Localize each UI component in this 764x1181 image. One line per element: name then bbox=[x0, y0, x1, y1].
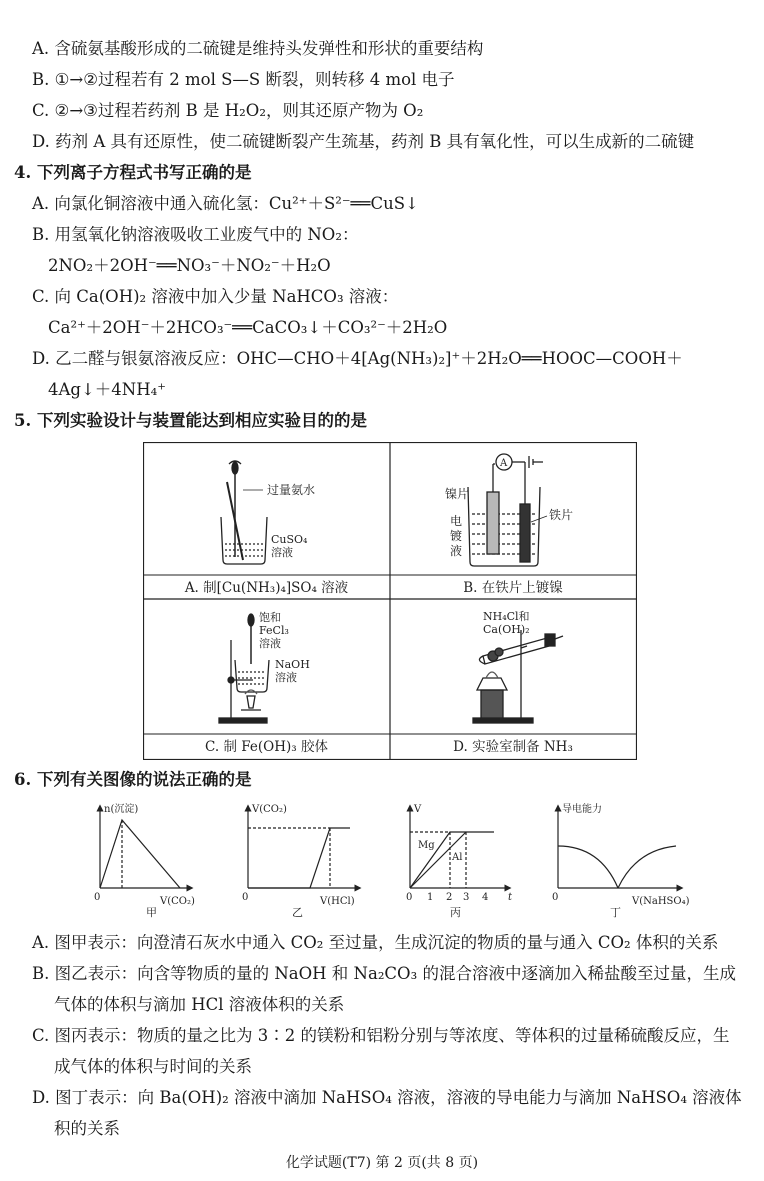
q6-option-c-continuation: 成气体的体积与时间的关系 bbox=[54, 1057, 252, 1076]
label-solution-c2: 溶液 bbox=[275, 671, 297, 684]
graph-jia-name: 甲 bbox=[146, 906, 157, 919]
label-naoh: NaOH bbox=[275, 658, 310, 671]
q3-option-d: D. 药剂 A 具有还原性，使二硫键断裂产生巯基，药剂 B 具有氧化性，可以生成新的二硫键 bbox=[32, 132, 695, 151]
graph-jia-xlabel: V(CO₂) bbox=[160, 896, 195, 907]
graph-bing-ylabel: V bbox=[414, 804, 422, 815]
graph-bing-t2: 2 bbox=[446, 892, 453, 903]
graph-ding-xlabel: V(NaHSO₄) bbox=[632, 896, 690, 907]
label-plating-2: 镀 bbox=[450, 529, 463, 543]
page-footer: 化学试题(T7) 第 2 页(共 8 页) bbox=[285, 1155, 479, 1171]
q3-option-b: B. ①→②过程若有 2 mol S—S 断裂，则转移 4 mol 电子 bbox=[32, 70, 455, 89]
graph-yi-ylabel: V(CO₂) bbox=[252, 804, 287, 815]
label-cuso4: CuSO₄ bbox=[271, 533, 308, 546]
graph-jia bbox=[100, 808, 190, 888]
label-excess-ammonia: 过量氨水 bbox=[267, 483, 316, 497]
q6-option-a: A. 图甲表示：向澄清石灰水中通入 CO₂ 至过量，生成沉淀的物质的量与通入 CO₂ 体积的关系 bbox=[32, 933, 719, 952]
graph-ding bbox=[558, 808, 680, 888]
q4-stem: 4. 下列离子方程式书写正确的是 bbox=[14, 163, 252, 182]
q4-option-a: A. 向氯化铜溶液中通入硫化氢：Cu²⁺＋S²⁻══CuS↓ bbox=[32, 194, 419, 213]
graph-bing-t0: 0 bbox=[406, 892, 413, 903]
apparatus-b-electroplating bbox=[468, 454, 543, 566]
label-solution-c1: 溶液 bbox=[259, 637, 281, 650]
graph-bing-al: Al bbox=[452, 852, 463, 863]
label-caoh2: Ca(OH)₂ bbox=[483, 623, 530, 636]
caption-d: D. 实验室制备 NH₃ bbox=[453, 739, 573, 755]
graph-bing-t1: 1 bbox=[427, 892, 434, 903]
q3-option-c: C. ②→③过程若药剂 B 是 H₂O₂，则其还原产物为 O₂ bbox=[32, 101, 424, 120]
graph-jia-origin: 0 bbox=[94, 892, 101, 903]
q4-option-c: C. 向 Ca(OH)₂ 溶液中加入少量 NaHCO₃ 溶液： bbox=[32, 287, 399, 306]
graph-yi-origin: 0 bbox=[242, 892, 249, 903]
q6-option-d-continuation: 积的关系 bbox=[54, 1119, 120, 1138]
ammeter-label: A bbox=[500, 458, 508, 469]
apparatus-a-beaker bbox=[221, 461, 267, 564]
q5-stem: 5. 下列实验设计与装置能达到相应实验目的的是 bbox=[14, 411, 367, 430]
graph-jia-ylabel: n(沉淀) bbox=[104, 804, 139, 815]
apparatus-d-ammonia bbox=[473, 630, 563, 723]
q3-option-a: A. 含硫氨基酸形成的二硫键是维持头发弹性和形状的重要结构 bbox=[32, 39, 484, 58]
graph-ding-ylabel: 导电能力 bbox=[562, 804, 602, 815]
caption-a: A. 制[Cu(NH₃)₄]SO₄ 溶液 bbox=[184, 580, 349, 596]
label-plating-3: 液 bbox=[450, 544, 463, 558]
graph-bing-name: 丙 bbox=[450, 906, 461, 919]
q5-apparatus-table bbox=[143, 442, 637, 760]
caption-b: B. 在铁片上镀镍 bbox=[463, 580, 563, 596]
label-plating-1: 电 bbox=[450, 514, 463, 528]
q6-option-d: D. 图丁表示：向 Ba(OH)₂ 溶液中滴加 NaHSO₄ 溶液，溶液的导电能力与滴加 NaHSO₄ 溶液体 bbox=[32, 1088, 742, 1107]
label-nh4cl: NH₄Cl和 bbox=[483, 610, 530, 623]
label-nickel: 镍片 bbox=[445, 487, 470, 501]
label-fecl3: FeCl₃ bbox=[259, 624, 289, 637]
graph-bing-xlabel: t bbox=[508, 892, 513, 903]
q6-graphs bbox=[80, 800, 720, 920]
graph-yi bbox=[248, 808, 358, 888]
graph-ding-origin: 0 bbox=[552, 892, 559, 903]
q4-option-b-equation: 2NO₂＋2OH⁻══NO₃⁻＋NO₂⁻＋H₂O bbox=[48, 256, 331, 275]
q6-option-b-continuation: 气体的体积与滴加 HCl 溶液体积的关系 bbox=[54, 995, 345, 1014]
q4-option-b: B. 用氢氧化钠溶液吸收工业废气中的 NO₂： bbox=[32, 225, 359, 244]
q4-option-d: D. 乙二醛与银氨溶液反应：OHC—CHO＋4[Ag(NH₃)₂]⁺＋2H₂O══HOOC—COOH＋ bbox=[32, 349, 683, 368]
label-saturated: 饱和 bbox=[259, 611, 281, 624]
q6-option-c: C. 图丙表示：物质的量之比为 3∶2 的镁粉和铝粉分别与等浓度、等体积的过量稀硫酸反应，生 bbox=[32, 1026, 730, 1045]
label-solution-a: 溶液 bbox=[271, 546, 293, 559]
graph-bing-t3: 3 bbox=[463, 892, 470, 903]
graph-yi-name: 乙 bbox=[292, 906, 303, 919]
caption-c: C. 制 Fe(OH)₃ 胶体 bbox=[205, 739, 328, 755]
q4-option-c-equation: Ca²⁺＋2OH⁻＋2HCO₃⁻══CaCO₃↓＋CO₃²⁻＋2H₂O bbox=[48, 318, 448, 337]
q6-option-b: B. 图乙表示：向含等物质的量的 NaOH 和 Na₂CO₃ 的混合溶液中逐滴加入稀盐酸至过量，生成 bbox=[32, 964, 736, 983]
q6-stem: 6. 下列有关图像的说法正确的是 bbox=[14, 770, 252, 789]
graph-bing-t4: 4 bbox=[482, 892, 489, 903]
label-iron: 铁片 bbox=[549, 508, 574, 522]
graph-yi-xlabel: V(HCl) bbox=[320, 896, 355, 907]
graph-bing-mg: Mg bbox=[418, 840, 435, 851]
q4-option-d-continuation: 4Ag↓＋4NH₄⁺ bbox=[48, 380, 166, 399]
graph-ding-name: 丁 bbox=[610, 906, 621, 919]
